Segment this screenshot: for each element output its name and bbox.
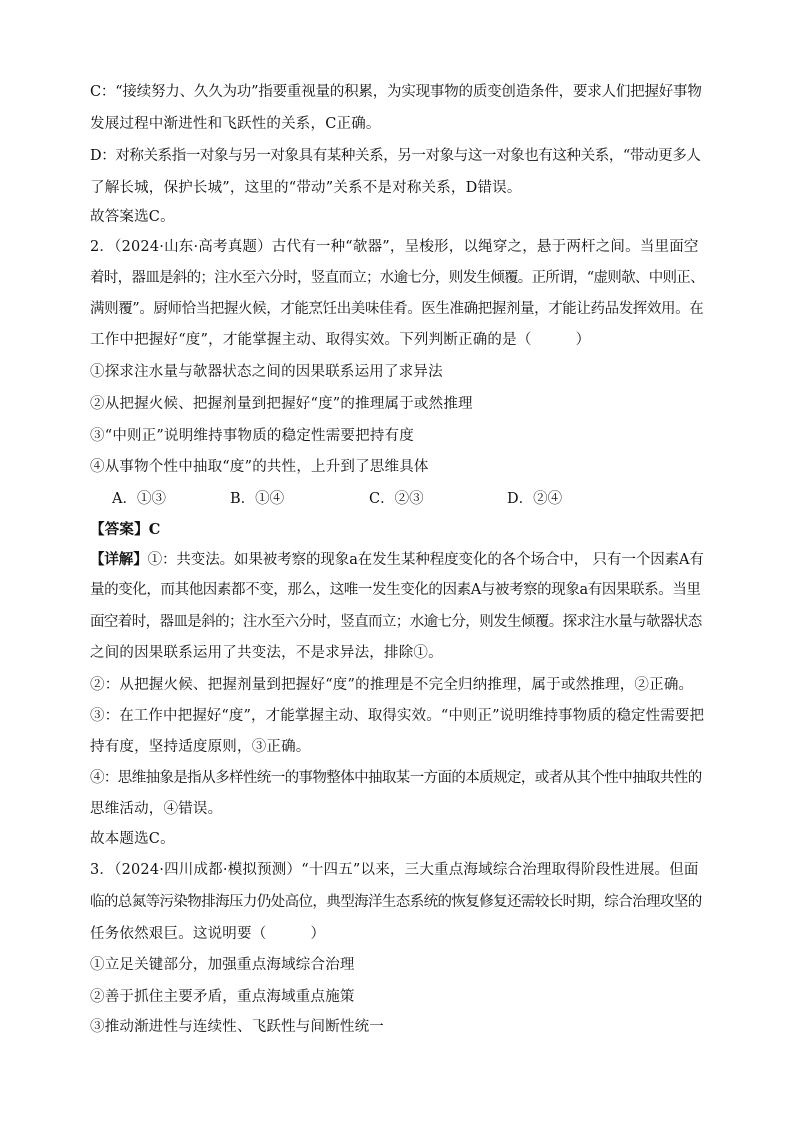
q2-explain-line9: 思维活动，④错误。: [90, 801, 223, 817]
q3-statement-1: ①立足关键部分，加强重点海域综合治理: [90, 957, 355, 973]
q2-explain-line6: ③：在工作中把握好“度”，才能掌握主动、取得实效。“中则正”说明维持事物质的稳定性需要把: [90, 708, 705, 724]
q3-stem-line2: 临的总氮等污染物排海压力仍处高位，典型海洋生态系统的恢复修复还需较长时期，综合治理攻坚的: [90, 894, 702, 910]
q2-stem-line3: 满则覆”。厨师恰当把握火候，才能烹饪出美味佳肴。医生准确把握剂量，才能让药品发挥效用。在: [90, 301, 704, 317]
q2-explain-text1: ①：共变法。如果被考察的现象a在发生某种程度变化的各个场合中， 只有一个因素A有: [147, 552, 704, 568]
q1-conclusion: 故答案选C。: [90, 209, 175, 225]
q1-option-c-line1: C：“接续努力、久久为功”指要重视量的积累，为实现事物的质变创造条件，要求人们把握好事物: [90, 84, 702, 100]
q2-explain-line1: [90, 550, 704, 570]
q1-option-d-line2: 了解长城，保护长城”，这里的“带动”关系不是对称关系，D错误。: [90, 180, 522, 196]
q2-explain-line3: 面空着时，器皿是斜的；注水至六分时，竖直而立；水逾七分，则发生倾覆。探求注水量与欹器状态: [90, 614, 702, 630]
q2-explain-line4: 之间的因果联系运用了共变法，不是求异法，排除①。: [90, 645, 443, 661]
q2-explain-label: 【详解】: [90, 551, 148, 568]
q2-statement-4: ④从事物个性中抽取“度”的共性，上升到了思维具体: [90, 459, 429, 475]
q1-option-c-line2: 发展过程中渐进性和飞跃性的关系，C正确。: [90, 116, 381, 132]
q2-explain-line8: ④：思维抽象是指从多样性统一的事物整体中抽取某一方面的本质规定，或者从其个性中抽取共性的: [90, 770, 702, 786]
q2-statement-1: ①探求注水量与欹器状态之间的因果联系运用了求异法: [90, 364, 443, 380]
q2-conclusion: 故本题选C。: [90, 831, 175, 847]
q2-option-d: D．②④: [507, 491, 563, 507]
q2-answer: 【答案】C: [90, 521, 161, 538]
q2-stem-line4: 工作中把握好“度”，才能掌握主动、取得实效。下列判断正确的是（ ）: [90, 332, 591, 348]
q2-explain-line5: ②：从把握火候、把握剂量到把握好“度”的推理是不完全归纳推理，属于或然推理，②正确。: [90, 677, 694, 693]
q2-statement-3: ③“中则正”说明维持事物质的稳定性需要把持有度: [90, 428, 414, 444]
q3-stem-line1: 3．（2024·四川成都·模拟预测）“十四五”以来，三大重点海域综合治理取得阶段性进展。但面: [90, 862, 699, 878]
q2-option-c: C．②③: [369, 491, 424, 507]
q3-stem-line3: 任务依然艰巨。这说明要（ ）: [90, 926, 326, 942]
q3-statement-2: ②善于抓住主要矛盾，重点海域重点施策: [90, 989, 355, 1005]
q2-explain-line7: 持有度，坚持适度原则，③正确。: [90, 739, 311, 755]
q1-option-d-line1: D：对称关系指一对象与另一对象具有某种关系，另一对象与这一对象也有这种关系，“带动更多人: [90, 148, 701, 164]
q2-explain-line2: 量的变化，而其他因素都不变，那么，这唯一发生变化的因素A与被考察的现象a有因果联系。当里: [90, 582, 701, 598]
q2-stem-line1: 2．（2024·山东·高考真题）古代有一种“欹器”，呈梭形，以绳穿之，悬于两杆之间。当里面空: [90, 239, 699, 255]
q3-statement-3: ③推动渐进性与连续性、飞跃性与间断性统一: [90, 1019, 384, 1035]
q2-option-a: A．①③: [112, 491, 166, 507]
q2-statement-2: ②从把握火候、把握剂量到把握好“度”的推理属于或然推理: [90, 396, 473, 412]
q2-stem-line2: 着时，器皿是斜的；注水至六分时，竖直而立；水逾七分，则发生倾覆。正所谓，“虚则欹、中则正、: [90, 270, 704, 286]
q2-option-b: B．①④: [230, 491, 285, 507]
